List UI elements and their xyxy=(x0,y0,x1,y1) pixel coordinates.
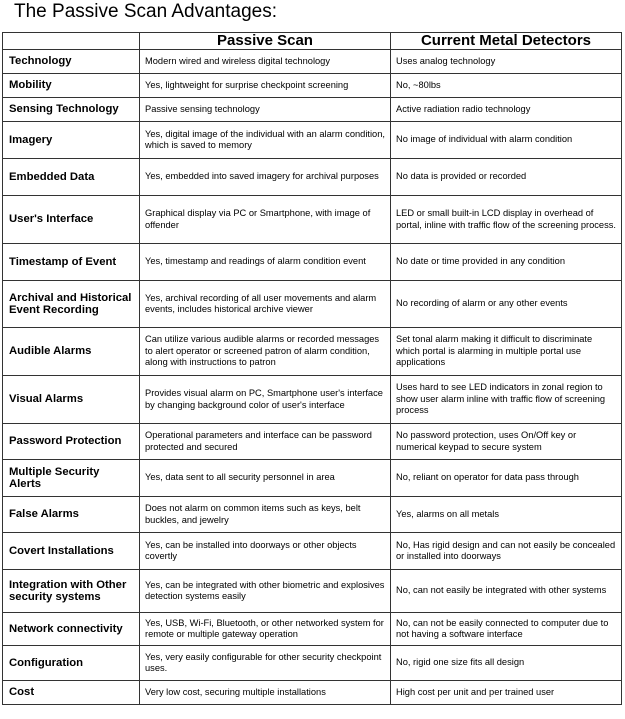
passive-cell: Yes, timestamp and readings of alarm condition event xyxy=(140,244,391,281)
feature-cell: Mobility xyxy=(3,74,140,98)
feature-cell: Visual Alarms xyxy=(3,376,140,424)
table-row xyxy=(3,570,622,613)
current-cell: High cost per unit and per trained user xyxy=(391,681,622,705)
passive-cell: Yes, USB, Wi-Fi, Bluetooth, or other networked system for remote or multiple gateway operation xyxy=(140,613,391,646)
feature-cell: Multiple Security Alerts xyxy=(3,460,140,497)
table-row xyxy=(3,159,622,196)
current-cell: No image of individual with alarm condition xyxy=(391,122,622,159)
table-row xyxy=(3,244,622,281)
feature-cell: Password Protection xyxy=(3,424,140,460)
table-row xyxy=(3,196,622,244)
current-cell: No, Has rigid design and can not easily be concealed or installed into doorways xyxy=(391,533,622,570)
table-row xyxy=(3,328,622,376)
feature-cell: Timestamp of Event xyxy=(3,244,140,281)
header-passive-scan: Passive Scan xyxy=(140,33,391,50)
current-cell: No, can not easily be integrated with other systems xyxy=(391,570,622,613)
table-row xyxy=(3,533,622,570)
passive-cell: Yes, lightweight for surprise checkpoint screening xyxy=(140,74,391,98)
current-cell: LED or small built-in LCD display in overhead of portal, inline with traffic flow of the screening process. xyxy=(391,196,622,244)
table-row xyxy=(3,613,622,646)
feature-cell: Sensing Technology xyxy=(3,98,140,122)
table-row xyxy=(3,646,622,681)
current-cell: No, rigid one size fits all design xyxy=(391,646,622,681)
current-cell: No, can not be easily connected to computer due to not having a software interface xyxy=(391,613,622,646)
feature-cell: Embedded Data xyxy=(3,159,140,196)
header-feature xyxy=(3,33,140,50)
feature-cell: Cost xyxy=(3,681,140,705)
passive-cell: Yes, archival recording of all user movements and alarm events, includes historical archive viewer xyxy=(140,281,391,328)
current-cell: Yes, alarms on all metals xyxy=(391,497,622,533)
current-cell: No, ~80lbs xyxy=(391,74,622,98)
table-row xyxy=(3,281,622,328)
passive-cell: Can utilize various audible alarms or recorded messages to alert operator or screened patron of alarm condition, along with instructions to patron xyxy=(140,328,391,376)
comparison-table xyxy=(2,32,622,705)
passive-cell: Provides visual alarm on PC, Smartphone user's interface by changing background color of user's interface xyxy=(140,376,391,424)
passive-cell: Does not alarm on common items such as keys, belt buckles, and jewelry xyxy=(140,497,391,533)
feature-cell: User's Interface xyxy=(3,196,140,244)
passive-cell: Yes, can be installed into doorways or other objects covertly xyxy=(140,533,391,570)
feature-cell: Archival and Historical Event Recording xyxy=(3,281,140,328)
passive-cell: Yes, can be integrated with other biometric and explosives detection systems easily xyxy=(140,570,391,613)
table-row xyxy=(3,98,622,122)
page-title: The Passive Scan Advantages: xyxy=(14,1,277,22)
current-cell: Uses hard to see LED indicators in zonal region to show user alarm inline with traffic flow of screening process xyxy=(391,376,622,424)
current-cell: No recording of alarm or any other events xyxy=(391,281,622,328)
passive-cell: Operational parameters and interface can be password protected and secured xyxy=(140,424,391,460)
table-row xyxy=(3,376,622,424)
feature-cell: Technology xyxy=(3,50,140,74)
header-current-detectors: Current Metal Detectors xyxy=(391,33,622,50)
feature-cell: Audible Alarms xyxy=(3,328,140,376)
table-row xyxy=(3,74,622,98)
current-cell: No, reliant on operator for data pass through xyxy=(391,460,622,497)
current-cell: Active radiation radio technology xyxy=(391,98,622,122)
current-cell: No password protection, uses On/Off key or numerical keypad to secure system xyxy=(391,424,622,460)
current-cell: Uses analog technology xyxy=(391,50,622,74)
table-row xyxy=(3,681,622,705)
table-row xyxy=(3,460,622,497)
feature-cell: Integration with Other security systems xyxy=(3,570,140,613)
current-cell: No data is provided or recorded xyxy=(391,159,622,196)
passive-cell: Yes, digital image of the individual with an alarm condition, which is saved to memory xyxy=(140,122,391,159)
passive-cell: Graphical display via PC or Smartphone, with image of offender xyxy=(140,196,391,244)
table-row xyxy=(3,122,622,159)
feature-cell: False Alarms xyxy=(3,497,140,533)
feature-cell: Imagery xyxy=(3,122,140,159)
header-row xyxy=(3,33,622,50)
passive-cell: Passive sensing technology xyxy=(140,98,391,122)
feature-cell: Network connectivity xyxy=(3,613,140,646)
feature-cell: Configuration xyxy=(3,646,140,681)
passive-cell: Yes, data sent to all security personnel in area xyxy=(140,460,391,497)
passive-cell: Modern wired and wireless digital technology xyxy=(140,50,391,74)
table-row xyxy=(3,424,622,460)
table-row xyxy=(3,497,622,533)
table-row xyxy=(3,50,622,74)
passive-cell: Very low cost, securing multiple installations xyxy=(140,681,391,705)
current-cell: Set tonal alarm making it difficult to discriminate which portal is alarming in multiple portal use applications xyxy=(391,328,622,376)
current-cell: No date or time provided in any condition xyxy=(391,244,622,281)
feature-cell: Covert Installations xyxy=(3,533,140,570)
passive-cell: Yes, very easily configurable for other security checkpoint uses. xyxy=(140,646,391,681)
passive-cell: Yes, embedded into saved imagery for archival purposes xyxy=(140,159,391,196)
